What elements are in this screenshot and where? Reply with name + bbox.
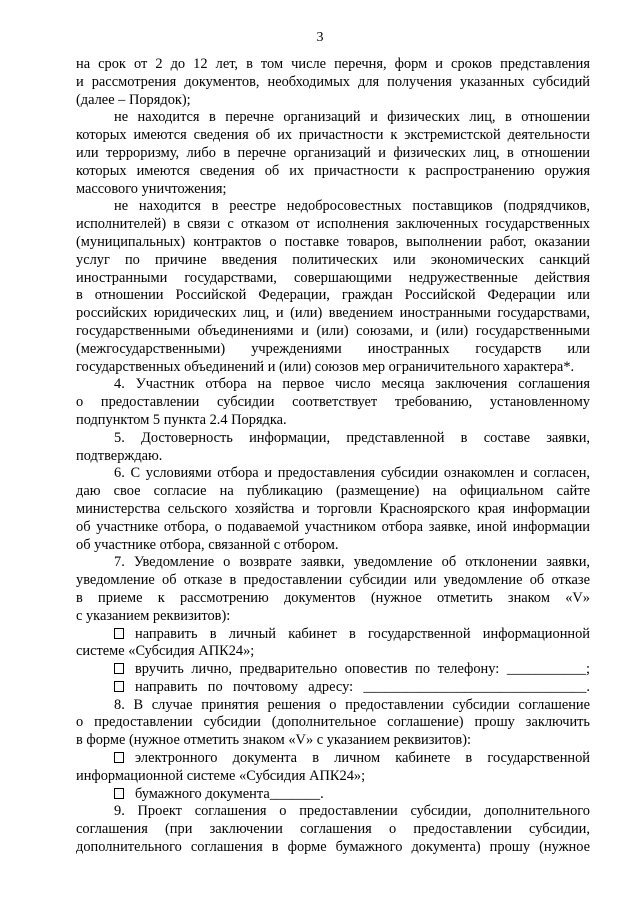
text-line — [76, 483, 590, 501]
line-text: министерства сельского хозяйства и торговли Красноярского края информации — [76, 500, 590, 517]
text-line — [76, 234, 590, 252]
line-text: (далее – Порядок); — [76, 91, 191, 108]
line-text: уведомление об отказе в предоставлении субсидии или уведомление об отказе — [76, 572, 590, 589]
text-line — [76, 163, 590, 181]
checkbox-square-icon[interactable] — [114, 663, 124, 674]
text-line — [76, 287, 590, 305]
checkbox-line — [76, 661, 590, 679]
line-text: 6. С условиями отбора и предоставления субсидии ознакомлен и согласен, — [114, 465, 590, 482]
text-line — [76, 181, 590, 199]
line-text: направить по почтовому адресу: _______________________________. — [135, 678, 590, 695]
line-text: о предоставлении субсидии соответствует требованию, установленному — [76, 394, 590, 411]
line-text: которых имеются сведения об их причастности к экстремистской деятельности — [76, 127, 590, 144]
text-line — [76, 572, 590, 590]
text-line — [76, 732, 590, 750]
text-line — [76, 803, 590, 821]
text-line — [76, 643, 590, 661]
text-line — [76, 74, 590, 92]
text-line — [76, 590, 590, 608]
text-line — [76, 768, 590, 786]
page-number: 3 — [316, 30, 324, 45]
line-text: на срок от 2 до 12 лет, в том числе перечня, форм и сроков представления — [76, 56, 590, 72]
line-text: или терроризму, либо в перечне организаций и физических лиц, в отношении — [76, 144, 590, 161]
line-text: о предоставлении субсидии (дополнительное соглашение) прошу заключить — [76, 714, 590, 731]
text-line — [76, 501, 590, 519]
line-text: 9. Проект соглашения о предоставлении субсидии, дополнительного — [114, 803, 590, 820]
text-line — [76, 821, 590, 839]
checkbox-line — [76, 750, 590, 768]
line-text: в приеме к рассмотрению документов (нужное отметить знаком «V» — [76, 589, 590, 606]
text-line — [76, 341, 590, 359]
line-text: даю свое согласие на публикацию (размещение) на официальном сайте — [76, 483, 590, 500]
line-text: исполнителей) в связи с отказом от исполнения заключенных государственных — [76, 216, 590, 233]
checkbox-line — [76, 679, 590, 697]
checkbox-line — [76, 626, 590, 644]
text-line — [76, 145, 590, 163]
line-text: об участнике отбора, связанной с отбором. — [76, 536, 339, 553]
line-text: соглашения (при заключении соглашения о предоставлении субсидии, — [76, 821, 590, 838]
line-text: информационной системе «Субсидия АПК24»; — [76, 767, 366, 784]
line-text: и рассмотрения документов, необходимых для получения указанных субсидий — [76, 73, 590, 90]
checkbox-square-icon[interactable] — [114, 628, 124, 639]
line-text: государственных объединений и (или) союзов мер ограничительного характера*. — [76, 358, 575, 375]
line-text: иностранными государствами, совершающими недружественные действия — [76, 269, 590, 286]
line-text: дополнительного соглашения в форме бумажного документа) прошу (нужное — [76, 839, 590, 856]
line-text: в форме (нужное отметить знаком «V» с указанием реквизитов): — [76, 732, 471, 749]
line-text: услуг по причине введения политических или экономических санкций — [76, 251, 590, 268]
text-line — [76, 839, 590, 857]
line-text: направить в личный кабинет в государственной информационной — [135, 625, 590, 642]
text-line — [76, 465, 590, 483]
text-line — [76, 608, 590, 626]
text-line — [76, 109, 590, 127]
line-text: массового уничтожения; — [76, 180, 227, 197]
checkbox-square-icon[interactable] — [114, 752, 124, 763]
text-line — [76, 430, 590, 448]
text-line — [76, 376, 590, 394]
document-body — [76, 56, 590, 857]
line-text: электронного документа в личном кабинете в государственной — [135, 750, 590, 767]
line-text: не находится в перечне организаций и физических лиц, в отношении — [114, 109, 590, 126]
line-text: 8. В случае принятия решения о предоставлении субсидии соглашение — [114, 696, 590, 713]
line-text: с указанием реквизитов): — [76, 607, 231, 624]
line-text: подтверждаю. — [76, 447, 163, 464]
line-text: 5. Достоверность информации, представленной в составе заявки, — [114, 429, 590, 446]
line-text: которых имеются сведения об их причастности к распространению оружия — [76, 162, 590, 179]
line-text: об участнике отбора, о подаваемой участником отбора заявке, иной информации — [76, 518, 590, 535]
text-line — [76, 519, 590, 537]
text-line — [76, 127, 590, 145]
text-line — [76, 537, 590, 555]
line-text: не находится в реестре недобросовестных поставщиков (подрядчиков, — [114, 198, 590, 215]
line-text: бумажного документа_______. — [135, 785, 324, 802]
text-line — [76, 305, 590, 323]
checkbox-square-icon[interactable] — [114, 681, 124, 692]
line-text: вручить лично, предварительно оповестив по телефону: ___________; — [135, 661, 590, 678]
text-line — [76, 697, 590, 715]
checkbox-line — [76, 786, 590, 804]
line-text: системе «Субсидия АПК24»; — [76, 643, 255, 660]
text-line — [76, 198, 590, 216]
text-line — [76, 554, 590, 572]
text-line — [76, 56, 590, 74]
text-line — [76, 448, 590, 466]
line-text: в отношении Российской Федерации, граждан Российской Федерации или — [76, 287, 590, 304]
line-text: государственными объединениями и (или) союзами, и (или) государственными — [76, 322, 590, 339]
text-line — [76, 359, 590, 377]
text-line — [76, 216, 590, 234]
text-line — [76, 412, 590, 430]
line-text: российских юридических лиц, и (или) введением иностранными государствами, — [76, 305, 590, 322]
text-line — [76, 714, 590, 732]
line-text: подпунктом 5 пункта 2.4 Порядка. — [76, 411, 287, 428]
line-text: (муниципальных) контрактов о поставке товаров, выполнении работ, оказании — [76, 233, 590, 250]
checkbox-square-icon[interactable] — [114, 788, 124, 799]
text-line — [76, 252, 590, 270]
line-text: 7. Уведомление о возврате заявки, уведомление об отклонении заявки, — [114, 554, 590, 571]
text-line — [76, 323, 590, 341]
text-line — [76, 92, 590, 110]
text-line — [76, 394, 590, 412]
line-text: (межгосударственными) учреждениями иностранных государств или — [76, 340, 590, 357]
line-text: 4. Участник отбора на первое число месяца заключения соглашения — [114, 376, 590, 393]
text-line — [76, 270, 590, 288]
